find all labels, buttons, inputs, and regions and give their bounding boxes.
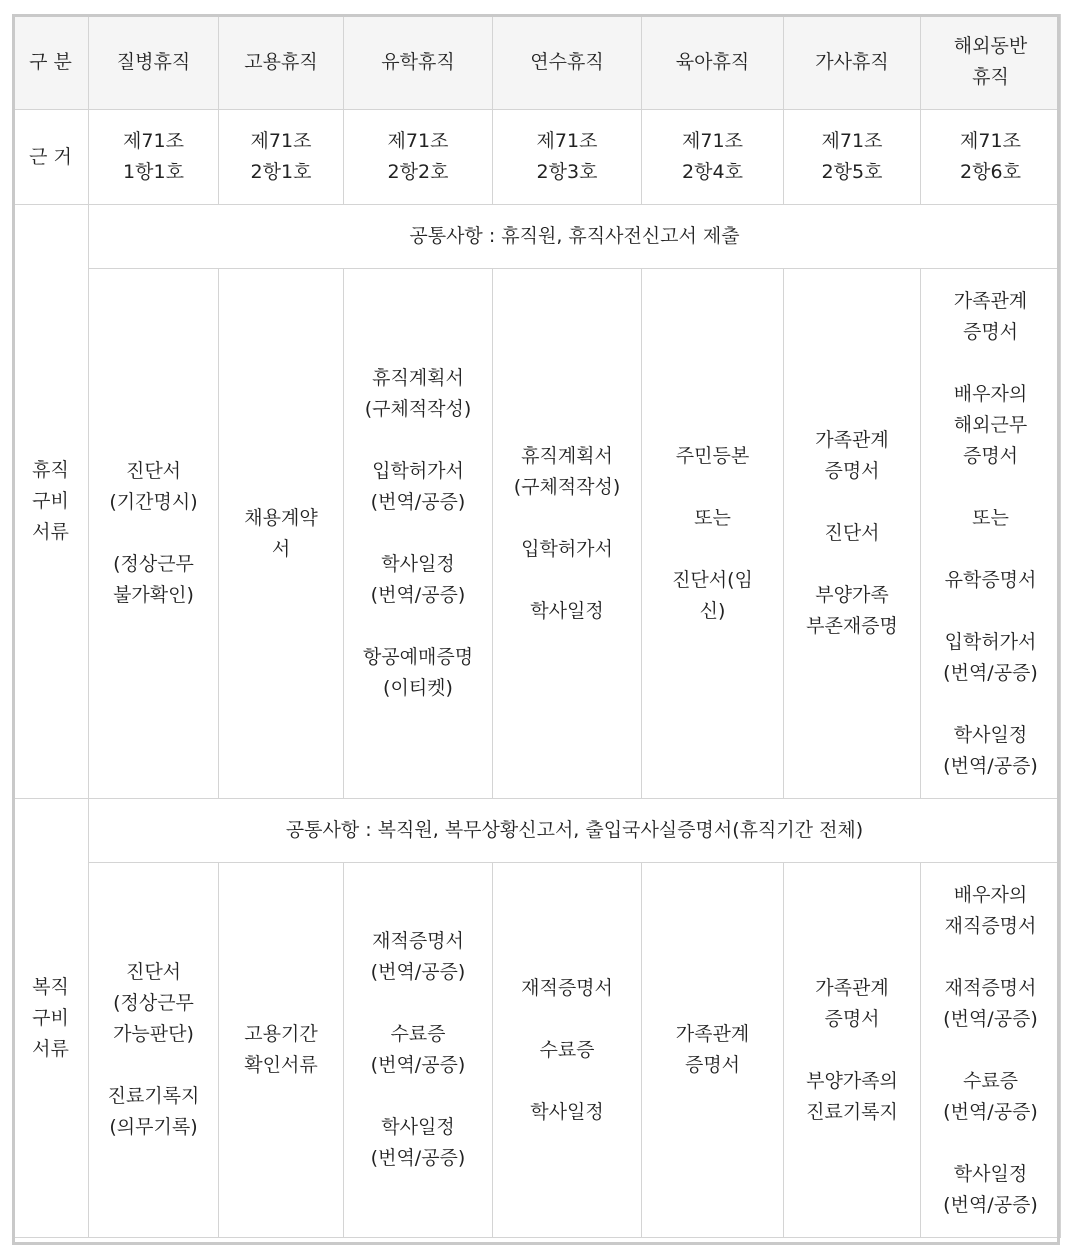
header-row [13, 15, 1061, 110]
return-docs-cell: 가족관계 증명서 [642, 863, 784, 1238]
header-cell: 고용휴직 [219, 15, 344, 110]
leave-common-cell: 공통사항 : 휴직원, 휴직사전신고서 제출 [89, 205, 1061, 269]
leave-docs-cell: 주민등본 또는 진단서(임 신) [642, 269, 784, 799]
leave-docs-cell: 채용계약 서 [219, 269, 344, 799]
leave-docs-cell: 진단서 (기간명시) (정상근무 불가확인) [89, 269, 219, 799]
return-docs-cell: 재적증명서 (번역/공증) 수료증 (번역/공증) 학사일정 (번역/공증) [344, 863, 493, 1238]
return-docs-cell: 재적증명서 수료증 학사일정 [493, 863, 642, 1238]
basis-cell: 제71조 1항1호 [89, 110, 219, 205]
return-docs-cell: 진단서 (정상근무 가능판단) 진료기록지 (의무기록) [89, 863, 219, 1238]
leave-common-row [13, 205, 1061, 269]
basis-cell: 제71조 2항4호 [642, 110, 784, 205]
header-cell: 연수휴직 [493, 15, 642, 110]
return-docs-cell: 고용기간 확인서류 [219, 863, 344, 1238]
basis-label: 근 거 [13, 110, 89, 205]
return-common-cell: 공통사항 : 복직원, 복무상황신고서, 출입국사실증명서(휴직기간 전체) [89, 799, 1061, 863]
header-label: 구 분 [13, 15, 89, 110]
leave-docs-cell: 휴직계획서 (구체적작성) 입학허가서 (번역/공증) 학사일정 (번역/공증) 항공예매증명 (이티켓) [344, 269, 493, 799]
header-cell: 육아휴직 [642, 15, 784, 110]
leave-docs-label: 휴직 구비 서류 [13, 205, 89, 799]
header-cell: 해외동반 휴직 [921, 15, 1061, 110]
basis-cell: 제71조 2항3호 [493, 110, 642, 205]
return-common-row [13, 799, 1061, 863]
leave-docs-cell: 가족관계 증명서 진단서 부양가족 부존재증명 [784, 269, 921, 799]
header-cell: 유학휴직 [344, 15, 493, 110]
header-cell: 가사휴직 [784, 15, 921, 110]
return-docs-cell: 배우자의 재직증명서 재적증명서 (번역/공증) 수료증 (번역/공증) 학사일정 (번역/공증) [921, 863, 1061, 1238]
return-docs-row [13, 863, 1061, 1238]
basis-cell: 제71조 2항6호 [921, 110, 1061, 205]
basis-row [13, 110, 1061, 205]
leave-docs-row [13, 269, 1061, 799]
return-docs-label: 복직 구비 서류 [13, 799, 89, 1238]
return-docs-cell: 가족관계 증명서 부양가족의 진료기록지 [784, 863, 921, 1238]
basis-cell: 제71조 2항2호 [344, 110, 493, 205]
basis-cell: 제71조 2항1호 [219, 110, 344, 205]
basis-cell: 제71조 2항5호 [784, 110, 921, 205]
leave-docs-cell: 가족관계 증명서 배우자의 해외근무 증명서 또는 유학증명서 입학허가서 (번역/공증) 학사일정 (번역/공증) [921, 269, 1061, 799]
header-cell: 질병휴직 [89, 15, 219, 110]
leave-docs-cell: 휴직계획서 (구체적작성) 입학허가서 학사일정 [493, 269, 642, 799]
leave-documents-table [12, 14, 1061, 1238]
